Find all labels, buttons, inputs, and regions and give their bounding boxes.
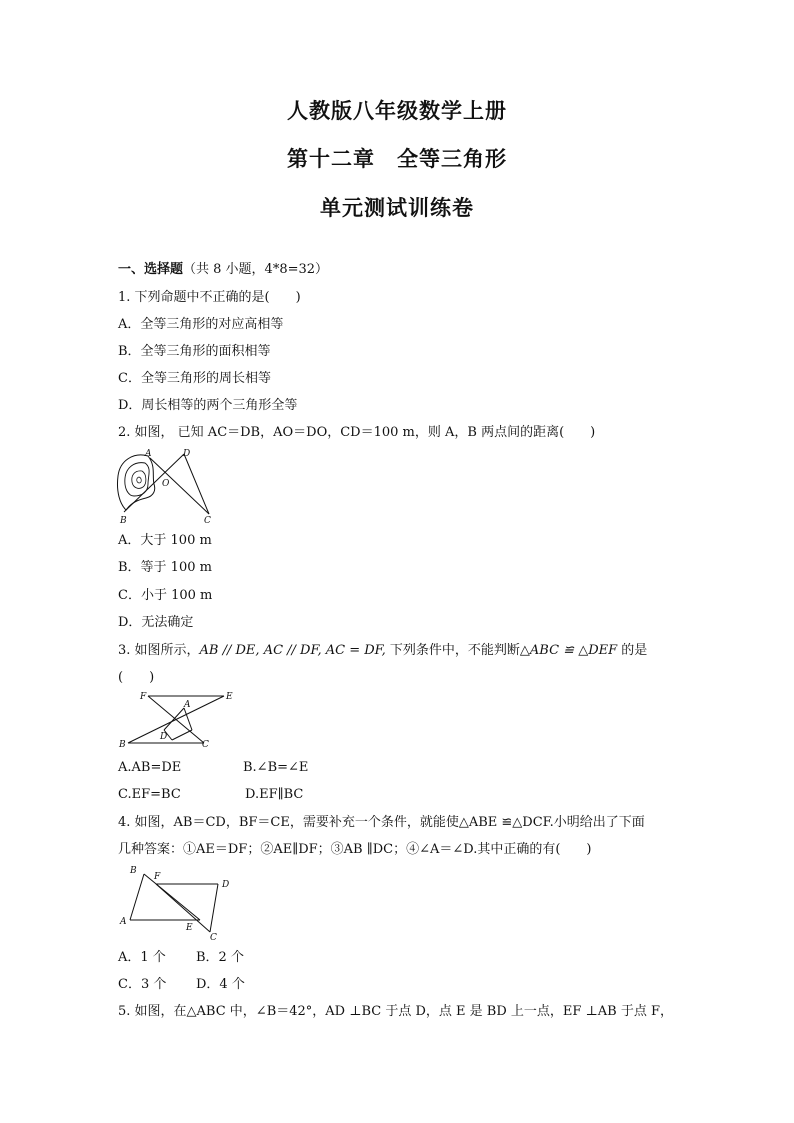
q4-line-ab (130, 874, 144, 920)
q3-line-d-base (172, 730, 192, 740)
q3-stem-mid: 下列条件中，不能判断 (385, 643, 520, 658)
q5-stem-line1: 5. 如图，在△ABC 中，∠B＝42°，AD ⊥BC 于点 D，点 E 是 BD 上一点，EF ⊥AB 于点 F， (118, 1004, 673, 1019)
q3-option-b: B.∠B=∠E (243, 760, 309, 775)
q2-stem: 2. 如图， 已知 AC＝DB，AO＝DO，CD＝100 m，则 A，B 两点间的距离( ) (118, 425, 596, 440)
doc-title-line3: 单元测试训练卷 (320, 195, 474, 220)
q2-label-b: B (120, 516, 127, 526)
section-heading (118, 262, 328, 278)
q4-label-b: B (130, 866, 137, 876)
q3-stem-suffix: 的是 (617, 643, 648, 658)
q4-line-dc (210, 884, 218, 932)
q1-option-d: D．周长相等的两个三角形全等 (118, 398, 298, 413)
q4-stem-line2: 几种答案：①AE＝DF；②AE∥DF；③AB ∥DC；④∠A＝∠D.其中正确的有( ) (118, 842, 592, 857)
q4-label-c: C (210, 933, 217, 942)
q3-label-f: F (140, 692, 147, 702)
q2-label-a: A (145, 449, 152, 459)
doc-title-line1: 人教版八年级数学上册 (287, 98, 507, 123)
q2-segment-cd (184, 454, 209, 514)
q3-stem (118, 643, 647, 659)
q2-pond-core (132, 471, 146, 488)
q2-segment-ac (150, 458, 209, 514)
q3-label-a: A (184, 700, 191, 710)
q4-figure (116, 862, 238, 942)
q3-figure (116, 688, 238, 752)
q3-label-c: C (202, 740, 209, 750)
q1-option-c: C．全等三角形的周长相等 (118, 371, 271, 386)
q4-option-b: B．2 个 (196, 950, 244, 965)
q3-stem-prefix: 3. 如图所示， (118, 643, 200, 658)
q4-label-e: E (186, 923, 193, 933)
q3-label-d: D (160, 732, 168, 742)
q4-option-c: C．3 个 (118, 977, 167, 992)
q2-pond-dot (137, 477, 142, 483)
q3-option-a: A.AB=DE (118, 760, 182, 775)
q4-label-f: F (154, 872, 161, 882)
q2-option-d: D．无法确定 (118, 615, 194, 630)
q4-label-d: D (222, 880, 230, 890)
q4-option-d: D．4 个 (196, 977, 245, 992)
q1-option-b: B．全等三角形的面积相等 (118, 344, 271, 359)
q3-stem-math: AB // DE, AC // DF, AC = DF, (199, 643, 386, 658)
q2-label-d: D (183, 449, 191, 459)
q3-label-e: E (226, 692, 233, 702)
q3-option-c: C.EF=BC (118, 787, 181, 802)
q2-option-a: A．大于 100 m (118, 533, 212, 548)
q4-stem-line1: 4. 如图，AB＝CD，BF＝CE，需要补充一个条件，就能使△ABE ≌△DCF.小明给出了下面 (118, 815, 645, 830)
section-heading-title: 一、选择题 (118, 262, 184, 277)
q1-stem: 1. 下列命题中不正确的是( ) (118, 290, 301, 305)
q3-label-b: B (119, 740, 126, 750)
q1-option-a: A．全等三角形的对应高相等 (118, 317, 284, 332)
q4-label-a: A (120, 917, 127, 927)
q2-option-b: B．等于 100 m (118, 560, 212, 575)
q2-figure (112, 446, 222, 528)
q2-label-c: C (204, 516, 211, 526)
q2-segment-bd (124, 454, 184, 512)
q3-option-d: D.EF∥BC (245, 787, 304, 802)
q2-option-c: C．小于 100 m (118, 588, 213, 603)
q2-label-o: O (162, 479, 170, 489)
section-heading-note: （共 8 小题，4*8=32） (183, 262, 329, 277)
q4-line-fc (156, 884, 210, 932)
q4-line-be (144, 874, 200, 920)
q3-paren: ( ) (118, 670, 155, 685)
q4-option-a: A．1 个 (118, 950, 166, 965)
q3-line-be (128, 696, 224, 743)
doc-title-line2: 第十二章 全等三角形 (287, 146, 507, 171)
q3-stem-math2: △ABC ≌ △DEF (519, 643, 618, 658)
